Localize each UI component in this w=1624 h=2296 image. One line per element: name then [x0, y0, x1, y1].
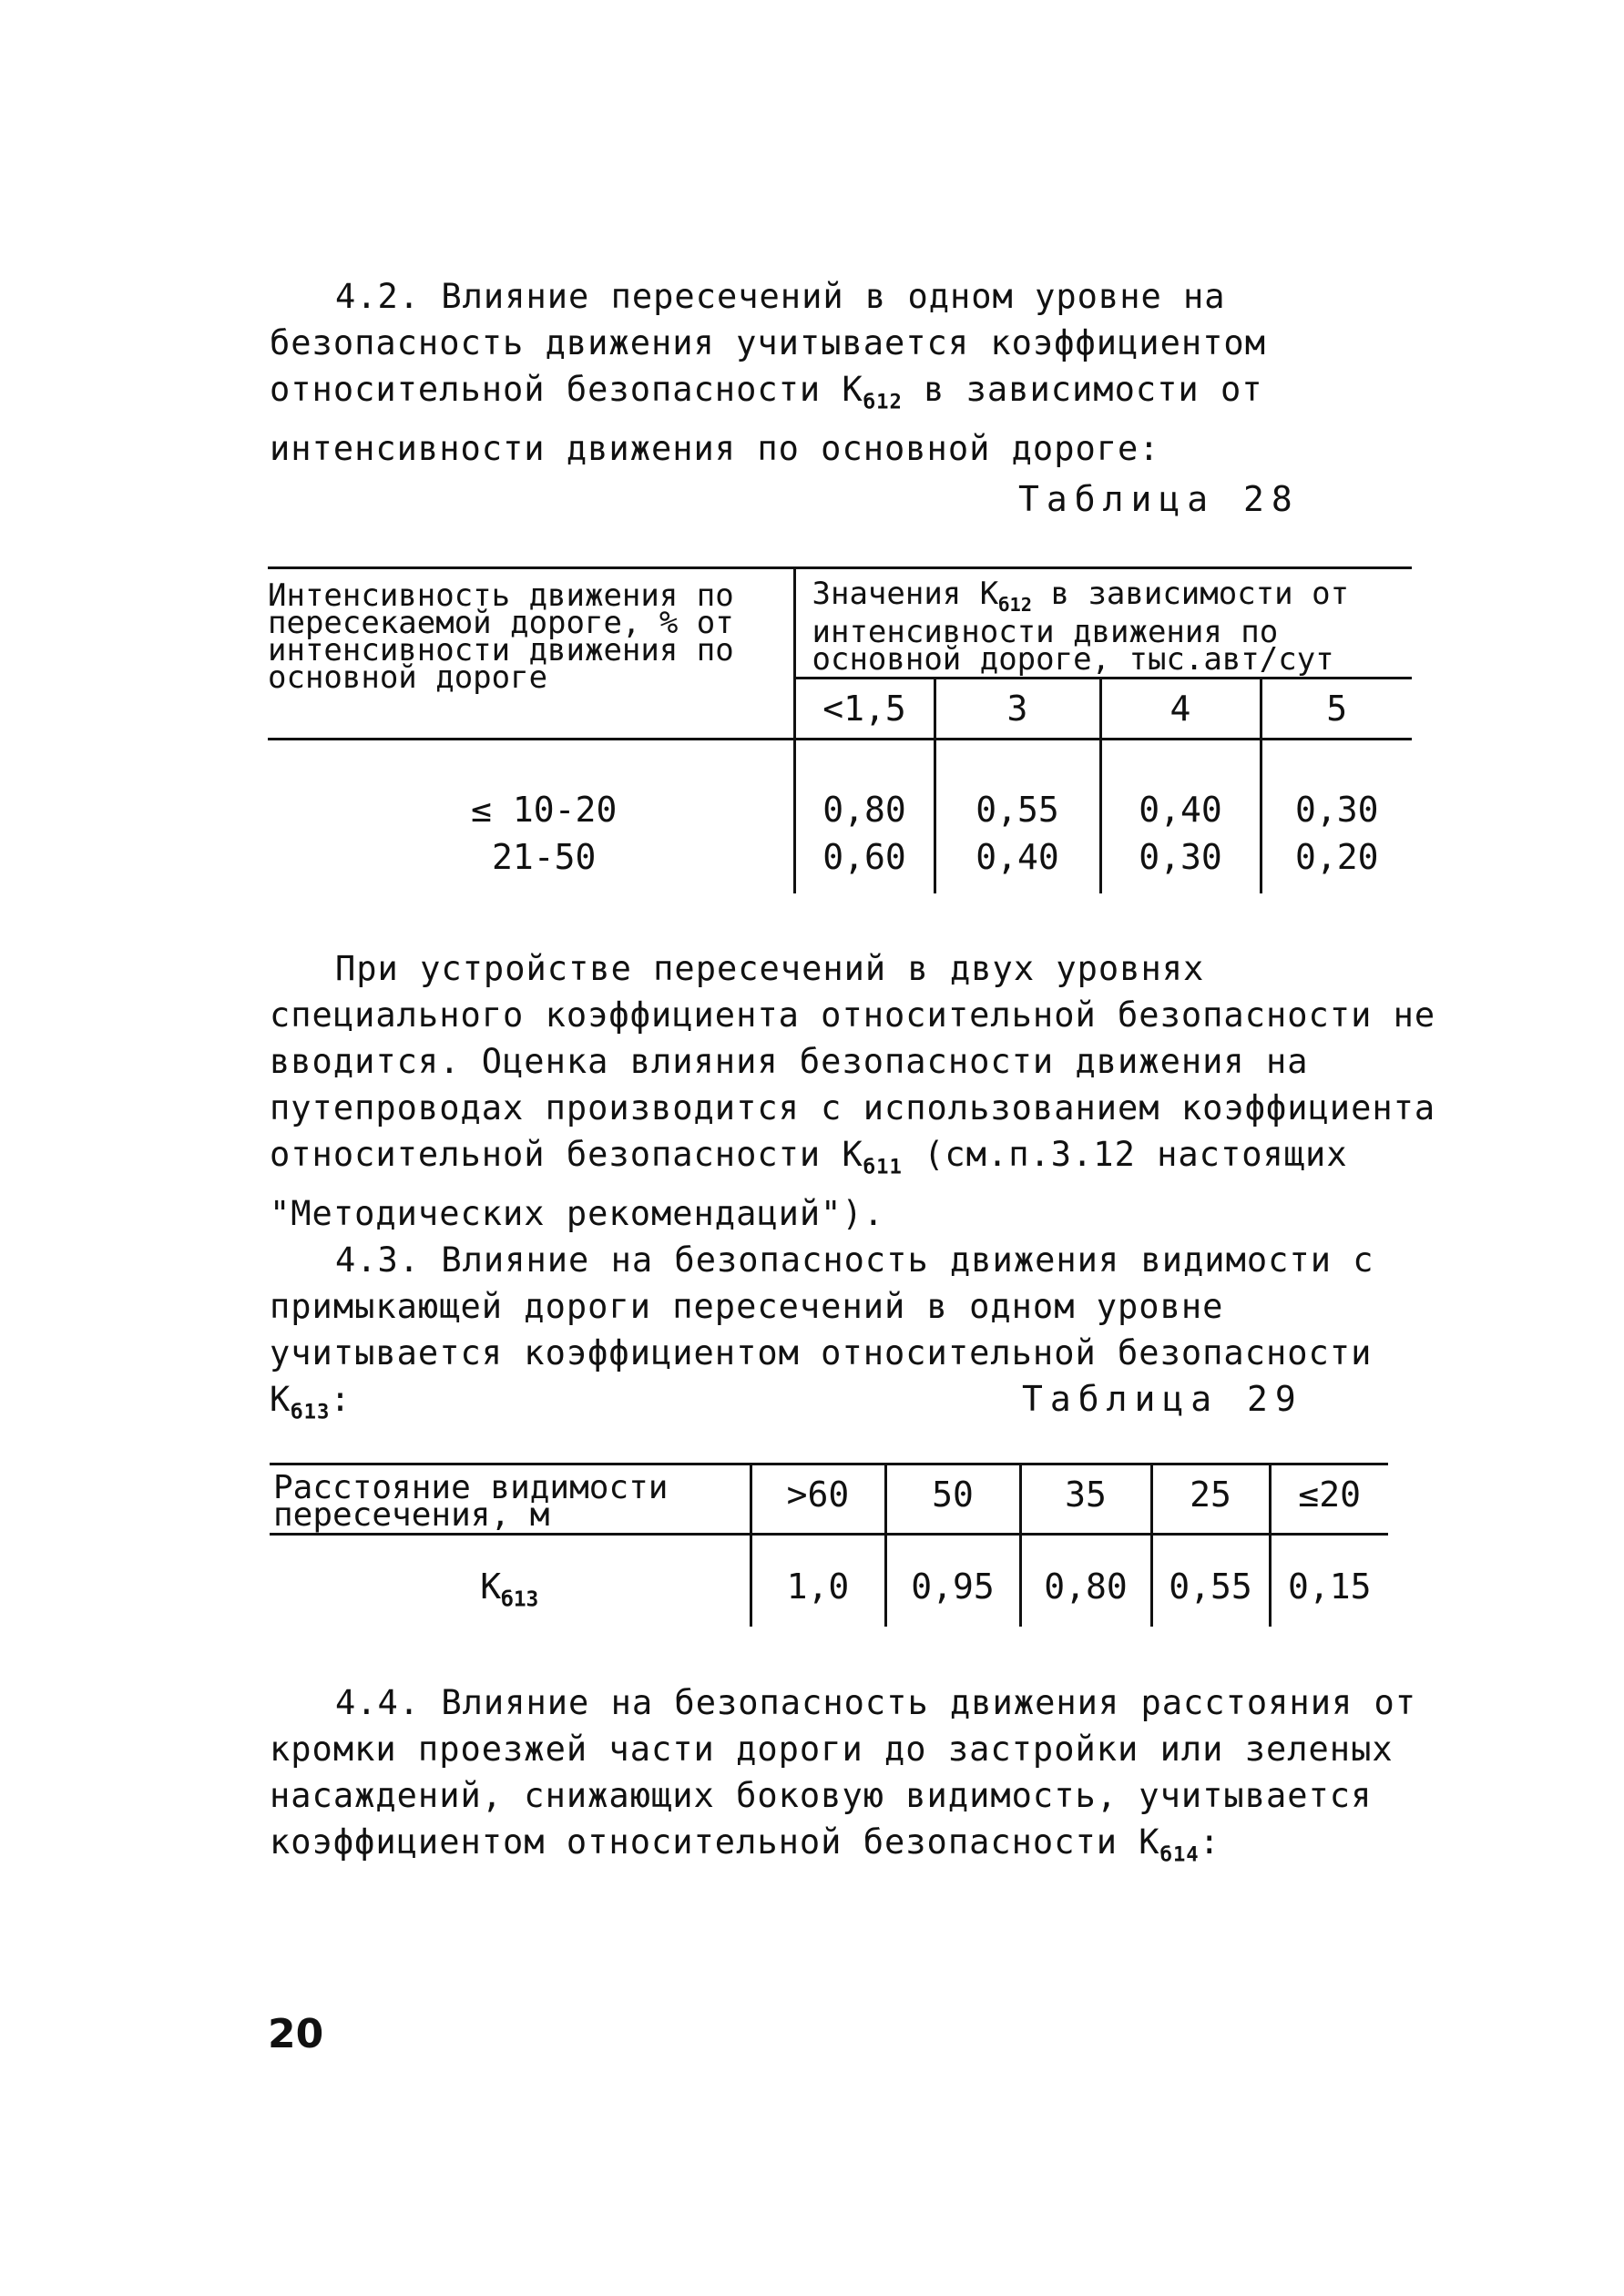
table-28-cell: 0,40: [935, 833, 1100, 893]
table-29-cell: 0,80: [1020, 1535, 1151, 1627]
overpass-text-before: При устройстве пересечений в двух уровнях специального коэффициента относительной безопасности не вводится. Оценка влияния безопасности движения на путепроводах производится с использованием коэффициента относительной безопасности K: [270, 949, 1436, 1174]
table-28-col-header: <1,5: [794, 678, 935, 739]
paragraph-overpass: [270, 945, 1445, 1436]
table-29-caption: Таблица 29: [1022, 1379, 1303, 1419]
table-28-values-header: Значения $K_{б12}$ в зависимости от интенсивности движения по основной дороге, тыс.авт/сут: [794, 568, 1412, 679]
table-29: [270, 1463, 1388, 1627]
overpass-text-after: (см.п.3.12 настоящих "Методических рекомендаций").: [270, 1135, 1348, 1234]
table-29-col-header: 25: [1151, 1464, 1270, 1535]
section-4-3-text-before: 4.3. Влияние на безопасность движения видимости с примыкающей дороги пересечений в одном уровне учитывается коэффициентом относительной безопасности K: [270, 1240, 1374, 1420]
table-28-cell: 0,55: [935, 786, 1100, 833]
table-29-cell: 1,0: [751, 1535, 885, 1627]
section-4-2: [270, 273, 1445, 472]
section-4-4: [270, 1679, 1445, 1878]
table-29-col-header: 50: [885, 1464, 1020, 1535]
table-28-cell: 0,30: [1261, 786, 1412, 833]
table-28-cell: 0,80: [794, 786, 935, 833]
table-28-col-header: 4: [1100, 678, 1261, 739]
table-28-row-label: 21-50: [492, 836, 597, 877]
section-4-4-text-before: 4.4. Влияние на безопасность движения расстояния от кромки проезжей части дороги до застройки или зеленых насаждений, снижающих боковую видимость, учитывается коэффициентом относительной безопасности K: [270, 1683, 1417, 1862]
page-number: 20: [268, 2011, 324, 2057]
table-28-caption: Таблица 28: [1018, 479, 1300, 519]
section-4-2-text-after: в зависимости от интенсивности движения по основной дороге:: [270, 370, 1263, 469]
section-4-3-text-after: :: [330, 1380, 352, 1420]
table-29-col-header: ≤20: [1270, 1464, 1388, 1535]
table-29-row-label: $K_{б13}$: [480, 1566, 539, 1612]
section-4-4-text-after: :: [1199, 1822, 1221, 1862]
table-28-cell: 0,30: [1100, 833, 1261, 893]
table-28-cell: 0,60: [794, 833, 935, 893]
table-29-cell: 0,55: [1151, 1535, 1270, 1627]
table-28: [268, 566, 1412, 893]
table-29-cell: 0,15: [1270, 1535, 1388, 1627]
table-row: [268, 786, 1412, 833]
table-29-cell: 0,95: [885, 1535, 1020, 1627]
section-4-2-text-before: 4.2. Влияние пересечений в одном уровне на безопасность движения учитывается коэффициентом относительной безопасности K: [270, 277, 1266, 409]
table-28-cell: 0,40: [1100, 786, 1261, 833]
k-subscript: б14: [1159, 1842, 1200, 1867]
k-subscript: б11: [863, 1155, 903, 1179]
table-28-row-label: ≤ 10-20: [471, 789, 618, 830]
table-29-col-header: 35: [1020, 1464, 1151, 1535]
table-28-col-header: 3: [935, 678, 1100, 739]
table-28-col-header: 5: [1261, 678, 1412, 739]
table-row: [268, 833, 1412, 893]
table-28-cell: 0,20: [1261, 833, 1412, 893]
k-subscript: б13: [291, 1400, 331, 1424]
table-row: [270, 1535, 1388, 1627]
k-subscript: б12: [863, 390, 903, 414]
table-29-col-header: >60: [751, 1464, 885, 1535]
table-29-row-header: Расстояние видимости пересечения, м: [270, 1464, 751, 1535]
table-28-row-header: Интенсивность движения по пересекаемой дороге, % от интенсивности движения по основной дороге: [268, 577, 734, 696]
